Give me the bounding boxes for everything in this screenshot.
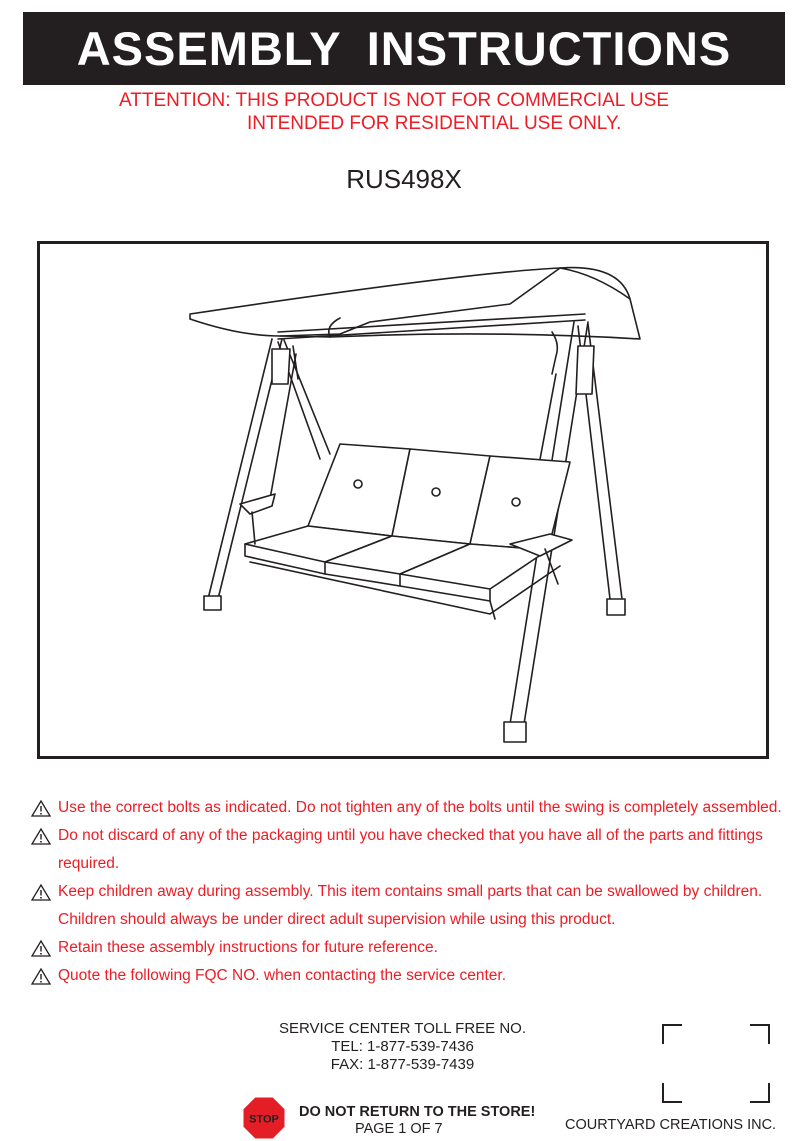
attention-line-2: INTENDED FOR RESIDENTIAL USE ONLY. [247, 113, 622, 134]
warning-item [30, 962, 790, 990]
warning-text: Use the correct bolts as indicated. Do not tighten any of the bolts until the swing is completely assembled. [58, 799, 782, 816]
warning-text: Retain these assembly instructions for future reference. [58, 939, 438, 956]
warning-item [30, 794, 790, 822]
stop-sign-icon [242, 1096, 286, 1140]
attention-line-1: ATTENTION: THIS PRODUCT IS NOT FOR COMMERCIAL USE [119, 90, 669, 111]
warning-item [30, 934, 790, 962]
fqc-box-corner-bottom-right [750, 1083, 770, 1103]
document-title: ASSEMBLY INSTRUCTIONS [76, 22, 732, 75]
model-number: RUS498X [346, 164, 462, 194]
porch-swing-illustration [40, 244, 766, 756]
warning-triangle-icon [30, 962, 52, 990]
page-number: PAGE 1 OF 7 [355, 1121, 443, 1137]
title-bar [23, 12, 785, 85]
warning-triangle-icon [30, 822, 52, 850]
service-tel: TEL: 1-877-539-7436 [331, 1038, 474, 1055]
warning-triangle-icon [30, 878, 52, 906]
service-fax: FAX: 1-877-539-7439 [330, 1056, 475, 1073]
service-center-title: SERVICE CENTER TOLL FREE NO. [278, 1020, 526, 1037]
stop-sign-label: STOP [249, 1113, 279, 1126]
fqc-box-corner-top-left [662, 1024, 682, 1044]
warning-item [30, 878, 790, 934]
warning-item [30, 822, 790, 878]
warning-list [30, 794, 790, 990]
warning-triangle-icon [30, 794, 52, 822]
warning-triangle-icon [30, 934, 52, 962]
warning-text: Quote the following FQC NO. when contacting the service center. [58, 967, 507, 984]
warning-text: Do not discard of any of the packaging until you have checked that you have all of the parts and fittings required. [58, 827, 763, 872]
product-illustration-frame [37, 241, 769, 759]
fqc-box-corner-top-right [750, 1024, 770, 1044]
warning-text: Keep children away during assembly. This item contains small parts that can be swallowed by children. Children should always be under direct adult supervision while using this product. [58, 883, 763, 928]
fqc-box-corner-bottom-left [662, 1083, 682, 1103]
company-name: COURTYARD CREATIONS INC. [565, 1117, 777, 1133]
do-not-return-notice: DO NOT RETURN TO THE STORE! [299, 1104, 536, 1120]
